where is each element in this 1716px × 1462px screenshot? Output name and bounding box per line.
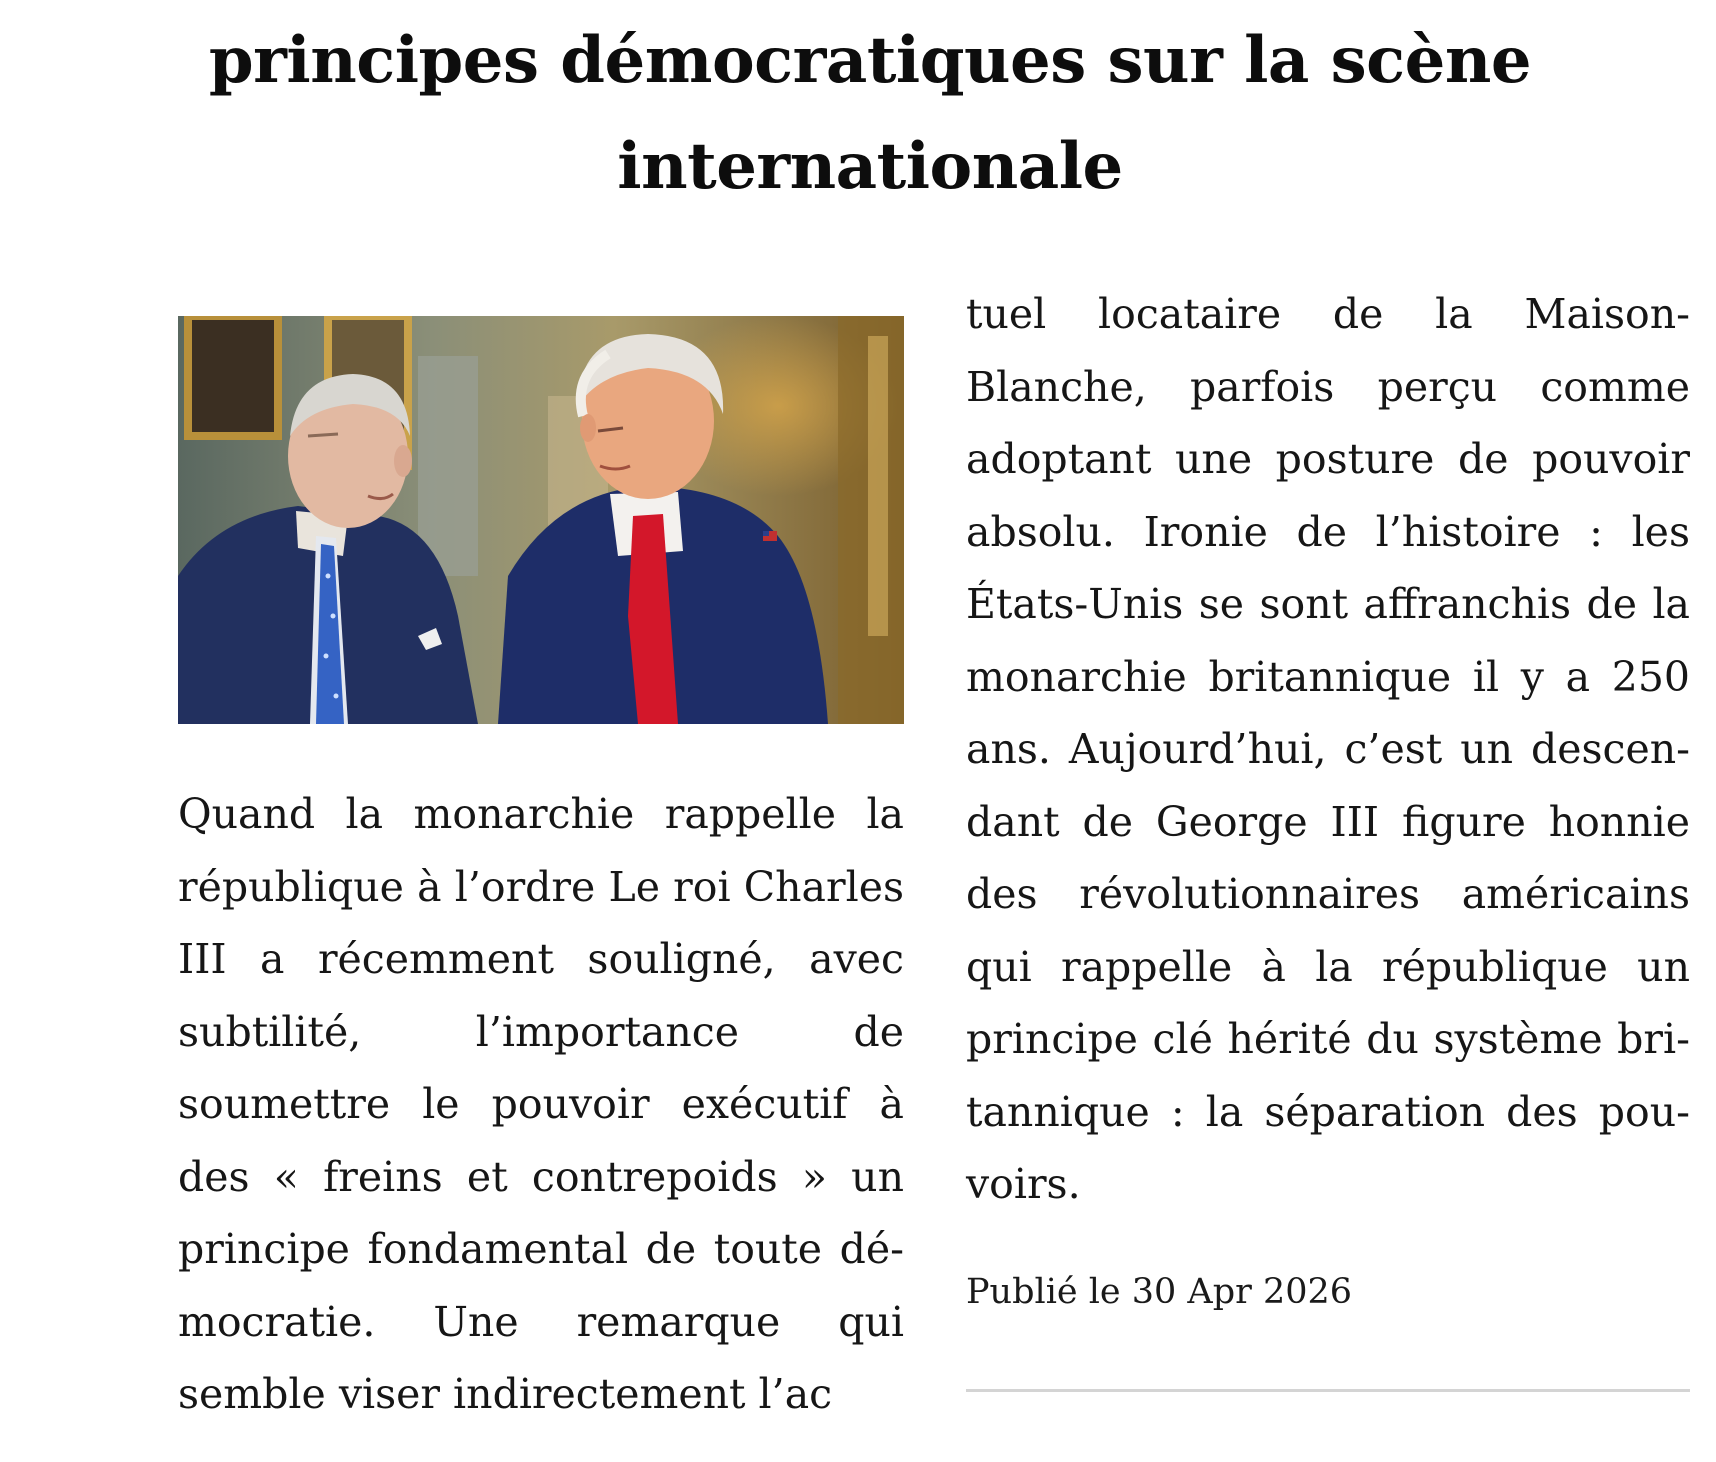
divider (966, 1389, 1690, 1392)
publication-date: Publié le 30 Apr 2026 (966, 1272, 1353, 1312)
headline-line-1: principes démocratiques sur la scène (208, 23, 1532, 98)
headline-line-2: internationale (617, 129, 1123, 204)
article-photo (178, 316, 904, 724)
article-body-left-column: Quand la monarchie rappelle la république à l’ordre Le roi Charles III a récemment souligné, avec subtilité, l’importance de soumettre le pouvoir exécutif à des « freins et contrepoids » un principe fondamental de toute démocratie. Une remarque qui semble viser indirectement l’ac (178, 790, 904, 1418)
article-body-right-column: tuel locataire de la Maison-Blanche, parfois perçu comme adoptant une posture de pouvoir absolu. Ironie de l’histoire : les États-Unis se sont affranchis de la monarchie britannique il y a 250 ans. Aujourd’hui, c’est un descendant de George III figure honnie des révolutionnaires américains qui rappelle à la république un principe clé hérité du système britannique : la séparation des pouvoirs. (966, 290, 1690, 1208)
article-headline (120, 8, 1620, 220)
photo-illustration (178, 316, 904, 724)
